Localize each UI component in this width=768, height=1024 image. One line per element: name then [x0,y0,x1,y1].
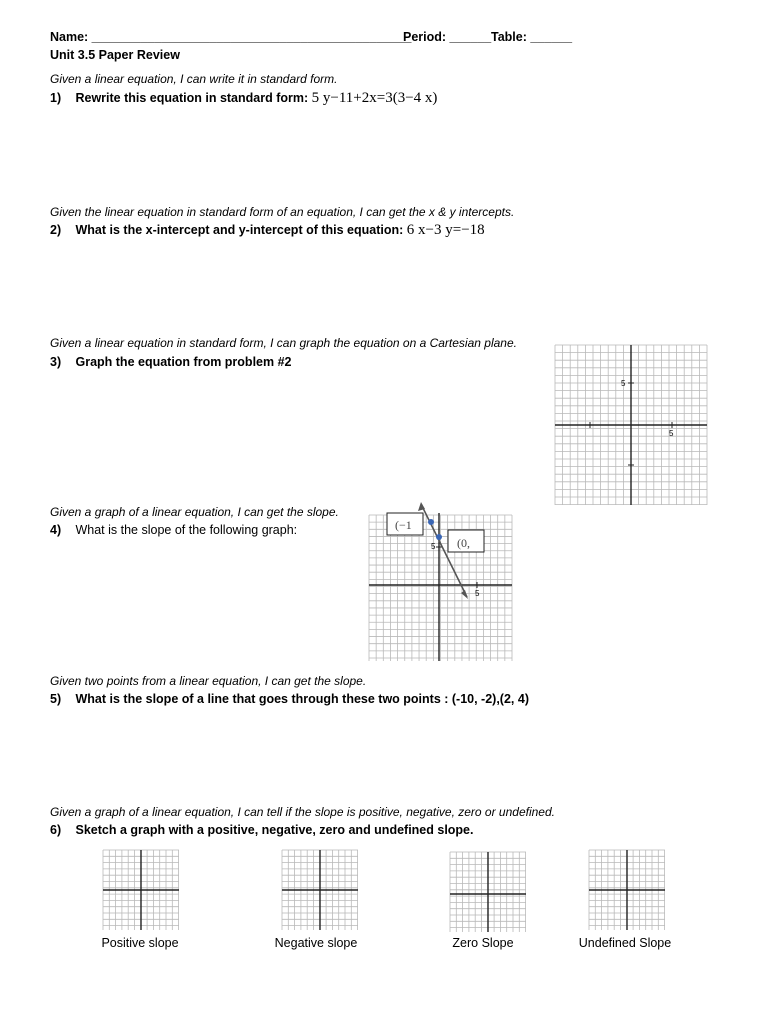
caption-negative-slope: Negative slope [274,936,358,950]
q1-prompt: Rewrite this equation in standard form: [75,91,309,105]
q4-point-2 [436,534,442,540]
name-field-label: Name: ______________________________________________ [50,30,412,44]
q4-learning-target: Given a graph of a linear equation, I can get the slope. [50,505,339,519]
q4-tick-y-label: 5 [431,542,436,551]
q4-point-label-1: (−1 [395,518,412,532]
q6-negative-slope-grid[interactable] [282,850,358,930]
caption-positive-slope: Positive slope [101,936,179,950]
q6-number: 6) [50,823,62,837]
caption-zero-slope: Zero Slope [452,936,514,950]
q4-prompt: What is the slope of the following graph: [75,523,298,537]
q3-prompt: Graph the equation from problem #2 [75,355,292,369]
q5-learning-target: Given two points from a linear equation, I can get the slope. [50,674,367,688]
q3-learning-target: Given a linear equation in standard form, I can graph the equation on a Cartesian plane. [50,336,517,350]
q3-coordinate-grid[interactable] [555,345,707,505]
page-title: Unit 3.5 Paper Review [50,48,180,62]
q5-question [50,692,529,706]
caption-undefined-slope: Undefined Slope [578,936,672,950]
q2-number: 2) [50,223,62,237]
q5-number: 5) [50,692,62,706]
q2-prompt: What is the x-intercept and y-intercept of this equation: [75,223,404,237]
q4-point-1 [428,519,434,525]
q6-positive-slope-grid[interactable] [103,850,179,930]
q1-number: 1) [50,91,62,105]
table-field-label: Table: ______ [491,30,573,44]
q4-graph [369,505,512,661]
q4-number: 4) [50,523,62,537]
q3-tick-x-label: 5 [669,429,674,438]
q6-undefined-slope-grid[interactable] [589,850,665,930]
q3-number: 3) [50,355,62,369]
q6-learning-target: Given a graph of a linear equation, I can tell if the slope is positive, negative, zero or undefined. [50,805,555,819]
q6-question [50,823,473,837]
q1-equation: 5 y−11+2x=3(3−4 x) [311,90,438,106]
q6-zero-slope-grid[interactable] [450,852,526,932]
q5-prompt: What is the slope of a line that goes through these two points : (-10, -2),(2, 4) [75,692,529,706]
q4-tick-x-label: 5 [475,589,480,598]
q6-prompt: Sketch a graph with a positive, negative, zero and undefined slope. [75,823,474,837]
q3-question [50,355,291,369]
q2-equation: 6 x−3 y=−18 [406,222,485,238]
period-field-label: Period: ______ [403,30,492,44]
q4-point-label-2: (0, [457,536,470,550]
q2-question [50,222,485,239]
q4-question [50,523,297,537]
q1-question [50,90,437,107]
q1-learning-target: Given a linear equation, I can write it in standard form. [50,72,338,86]
q2-learning-target: Given the linear equation in standard form of an equation, I can get the x & y intercepts. [50,205,515,219]
q3-tick-y-label: 5 [621,379,626,388]
